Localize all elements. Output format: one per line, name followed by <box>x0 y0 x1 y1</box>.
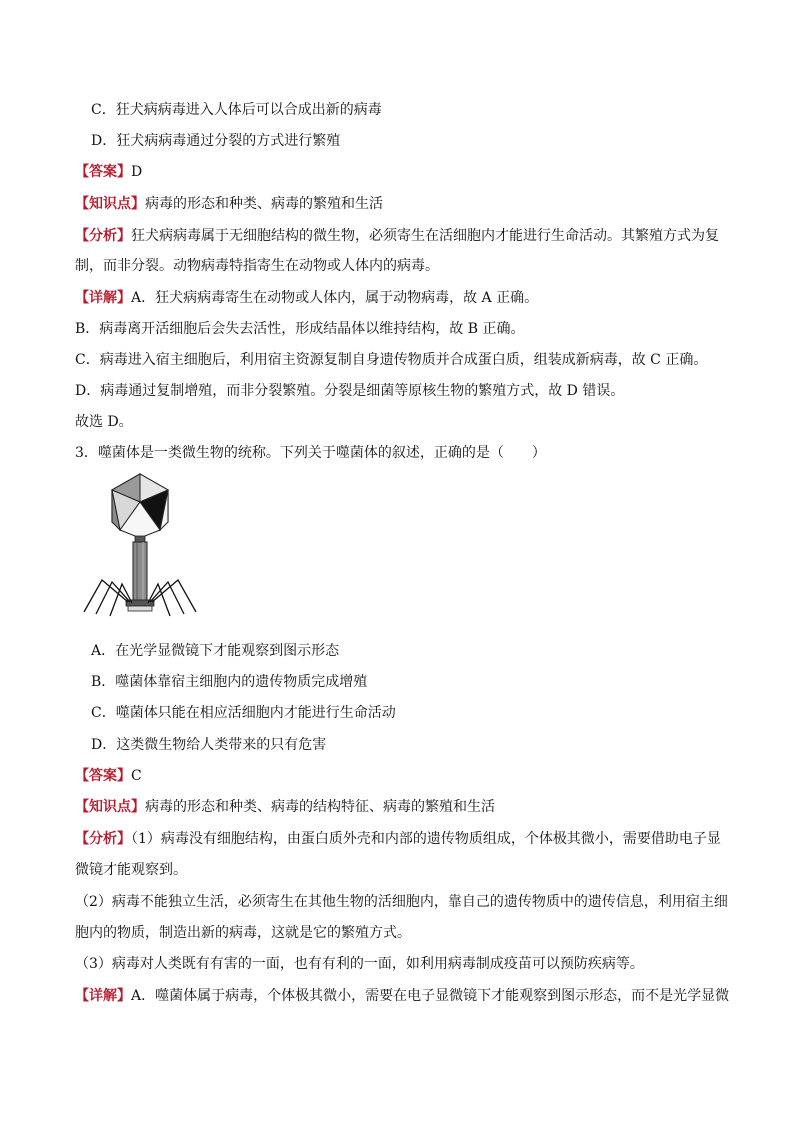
q2-conclusion: 故选 D。 <box>75 414 133 430</box>
q3-answer <box>75 766 142 786</box>
answer-tag: 【答案】 <box>75 164 131 180</box>
q2-detail-a <box>75 288 538 308</box>
knowledge-tag: 【知识点】 <box>75 196 145 212</box>
q2-option-c: C．狂犬病病毒进入人体后可以合成出新的病毒 <box>91 102 382 118</box>
q3-analysis-1a <box>75 829 721 849</box>
analysis-tag: 【分析】 <box>75 831 131 847</box>
q3-question: 3．噬菌体是一类微生物的统称。下列关于噬菌体的叙述，正确的是（ ） <box>75 445 546 461</box>
q3-detail-a <box>75 986 729 1006</box>
q2-detail-c: C．病毒进入宿主细胞后，利用宿主资源复制自身遗传物质并合成蛋白质，组装成新病毒，故 C 正确。 <box>75 352 708 368</box>
q2-option-d: D．狂犬病病毒通过分裂的方式进行繁殖 <box>91 133 341 149</box>
q3-analysis-1b: 微镜才能观察到。 <box>75 862 187 878</box>
answer-value: C <box>131 768 142 784</box>
analysis-tag: 【分析】 <box>75 228 131 244</box>
q2-knowledge <box>75 194 383 214</box>
detail-tag: 【详解】 <box>75 988 131 1004</box>
bacteriophage-illustration <box>80 472 200 620</box>
q3-analysis-2b: 胞内的物质，制造出新的病毒，这就是它的繁殖方式。 <box>75 925 411 941</box>
q3-option-c: C．噬菌体只能在相应活细胞内才能进行生命活动 <box>91 705 396 721</box>
q3-analysis-3: （3）病毒对人类既有有害的一面，也有有利的一面，如利用病毒制成疫苗可以预防疾病等。 <box>75 956 644 972</box>
detail-a-text: A．狂犬病病毒寄生在动物或人体内，属于动物病毒，故 A 正确。 <box>131 290 539 306</box>
detail-tag: 【详解】 <box>75 290 131 306</box>
q2-answer <box>75 162 142 182</box>
knowledge-tag: 【知识点】 <box>75 799 145 815</box>
analysis-text: （1）病毒没有细胞结构，由蛋白质外壳和内部的遗传物质组成，个体极其微小，需要借助电子显 <box>131 831 721 847</box>
q3-option-d: D．这类微生物给人类带来的只有危害 <box>91 737 327 753</box>
knowledge-text: 病毒的形态和种类、病毒的结构特征、病毒的繁殖和生活 <box>145 799 495 815</box>
q3-option-b: B．噬菌体靠宿主细胞内的遗传物质完成增殖 <box>91 674 368 690</box>
knowledge-text: 病毒的形态和种类、病毒的繁殖和生活 <box>145 196 383 212</box>
q2-detail-d: D．病毒通过复制增殖，而非分裂繁殖。分裂是细菌等原核生物的繁殖方式，故 D 错误。 <box>75 383 625 399</box>
q2-analysis-line1 <box>75 226 719 246</box>
q3-option-a: A．在光学显微镜下才能观察到图示形态 <box>91 643 340 659</box>
analysis-text: 狂犬病病毒属于无细胞结构的微生物，必须寄生在活细胞内才能进行生命活动。其繁殖方式为复 <box>131 228 719 244</box>
detail-a-text: A．噬菌体属于病毒，个体极其微小，需要在电子显微镜下才能观察到图示形态，而不是光学显微 <box>131 988 730 1004</box>
q2-analysis-line2: 制，而非分裂。动物病毒特指寄生在动物或人体内的病毒。 <box>75 258 439 274</box>
q3-knowledge <box>75 797 495 817</box>
answer-value: D <box>131 164 143 180</box>
q2-detail-b: B．病毒离开活细胞后会失去活性，形成结晶体以维持结构，故 B 正确。 <box>75 321 525 337</box>
q3-analysis-2a: （2）病毒不能独立生活，必须寄生在其他生物的活细胞内，靠自己的遗传物质中的遗传信息，利用宿主细 <box>75 894 728 910</box>
answer-tag: 【答案】 <box>75 768 131 784</box>
